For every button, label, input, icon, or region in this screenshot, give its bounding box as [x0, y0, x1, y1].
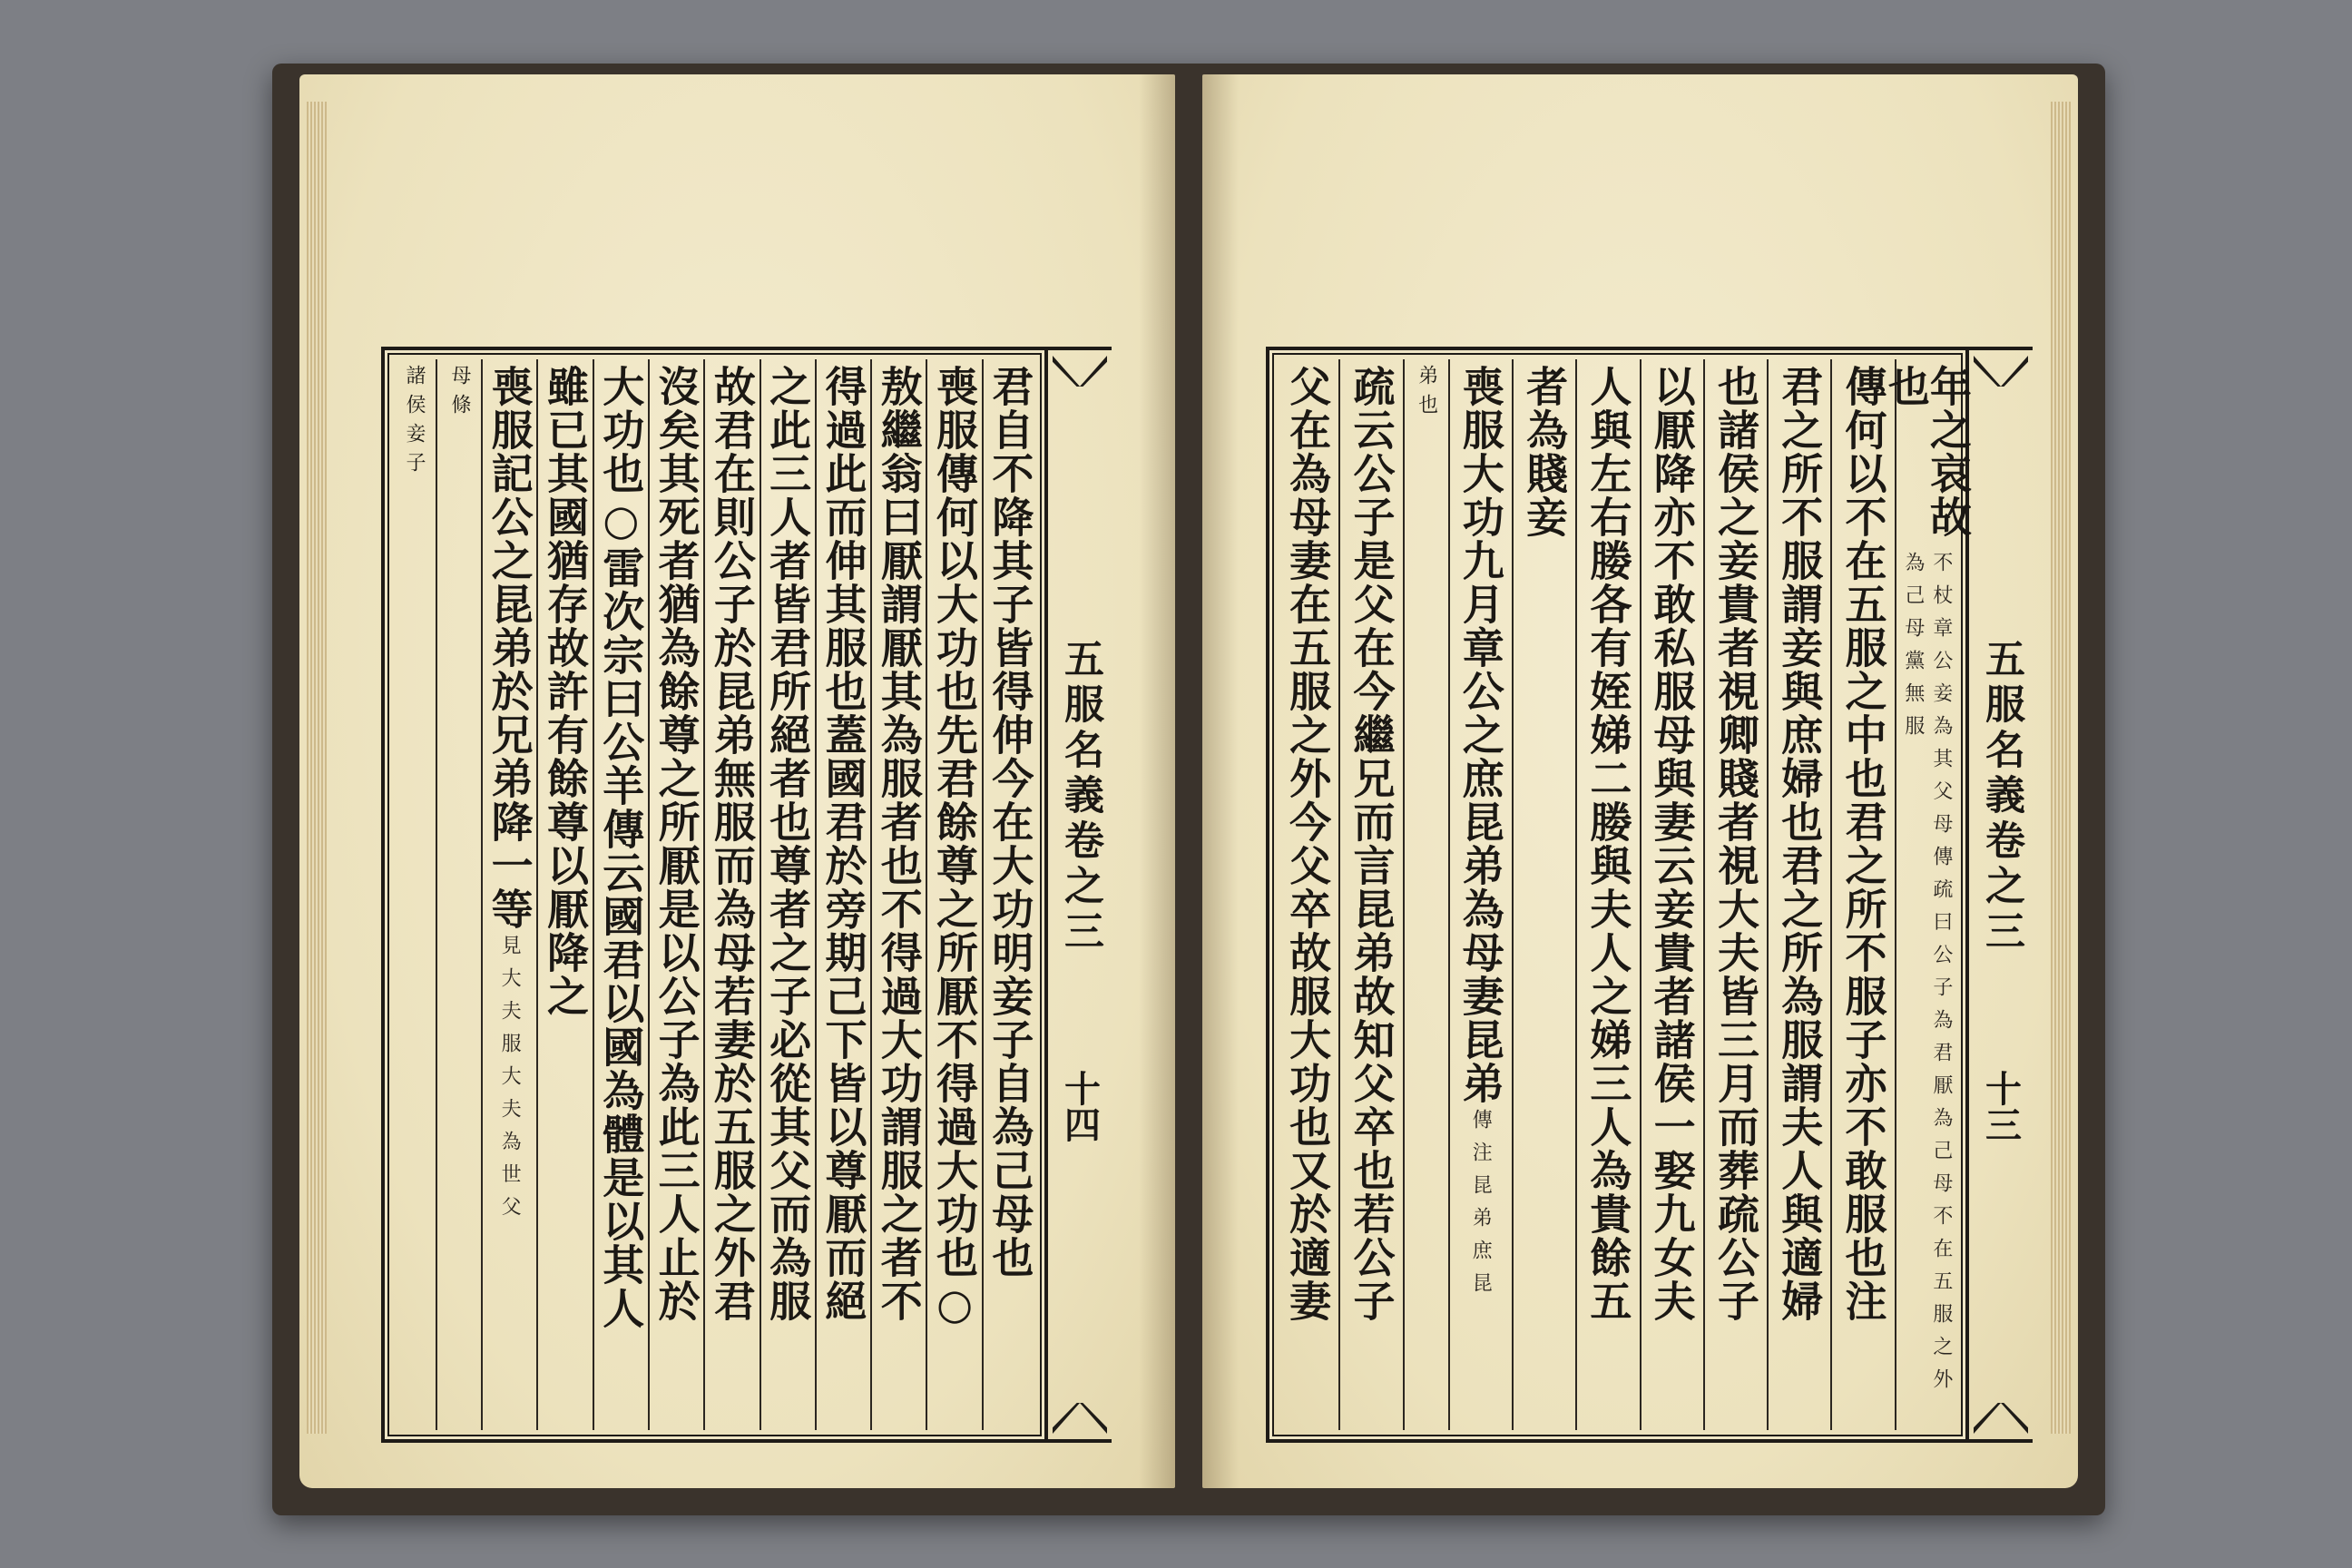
text-columns	[1277, 359, 1973, 1430]
text-column	[1448, 359, 1512, 1430]
column-text: 母條	[448, 365, 472, 423]
text-column	[870, 359, 926, 1430]
right-page	[1202, 74, 2078, 1488]
column-text: 者為賤妾	[1520, 365, 1570, 539]
text-column	[481, 359, 536, 1430]
column-text: 雖已其國猶存故許有餘尊以厭降之	[540, 365, 590, 1018]
text-column	[1767, 359, 1830, 1430]
annotation-text: 不杖章公妾為其父母傳疏曰公子為君厭為己母不在五服之外為己母黨無服	[1901, 551, 1953, 1401]
column-text: 喪服傳何以大功也先君餘尊之所厭不得過大功也○	[930, 365, 980, 1330]
text-column	[1640, 359, 1703, 1430]
gutter-shadow	[1202, 74, 1239, 1488]
text-column	[703, 359, 759, 1430]
fore-edge-margin	[1048, 347, 1112, 1443]
text-column	[1338, 359, 1402, 1430]
column-text: 弟也	[1415, 365, 1438, 423]
column-text: 敖繼翁曰厭謂厭其為服者也不得過大功謂服之者不	[874, 365, 924, 1323]
margin-title: 五服名義卷之三	[1057, 637, 1103, 956]
text-column	[926, 359, 981, 1430]
page-number: 十四	[1058, 1070, 1102, 1143]
column-text: 沒矣其死者猶為餘尊之所厭是以公子為此三人止於	[652, 365, 701, 1323]
column-text: 之此三人者皆君所絕者也尊者之子必從其父而為服	[763, 365, 813, 1323]
fishtail-mark-icon	[1974, 1403, 2028, 1434]
column-text: 傳何以不在五服之中也君之所不服子亦不敢服也注	[1838, 365, 1888, 1323]
text-columns	[392, 359, 1037, 1430]
text-column	[648, 359, 703, 1430]
fore-edge-margin	[1969, 347, 2033, 1443]
gutter-shadow	[1139, 74, 1175, 1488]
column-text: 人與左右媵各有姪娣二媵與夫人之娣三人為貴餘五	[1583, 365, 1633, 1323]
text-column	[392, 359, 436, 1430]
fishtail-mark-icon	[1974, 356, 2028, 387]
text-column	[982, 359, 1037, 1430]
text-column	[760, 359, 815, 1430]
page-number: 十三	[1979, 1070, 2023, 1143]
text-column	[536, 359, 592, 1430]
text-column	[815, 359, 870, 1430]
column-text: 父在為母妻在五服之外今父卒故服大功也又於適妻	[1283, 365, 1333, 1323]
column-text: 大功也○雷次宗曰公羊傳云國君以國為體是以其人	[596, 365, 646, 1330]
annotation-text: 傳注昆弟庶昆	[1469, 1109, 1493, 1305]
fishtail-mark-icon	[1053, 1403, 1107, 1434]
text-frame	[381, 347, 1048, 1443]
page-edge	[2051, 102, 2071, 1434]
column-text: 年之哀故也	[1881, 365, 1973, 539]
open-book	[272, 64, 2105, 1515]
text-column	[1703, 359, 1767, 1430]
text-column	[593, 359, 648, 1430]
text-column	[1403, 359, 1448, 1430]
column-text: 喪服大功九月章公之庶昆弟為母妻昆弟	[1455, 365, 1505, 1105]
column-text: 諸侯妾子	[403, 365, 426, 481]
column-text: 君自不降其子皆得伸今在大功明妾子自為己母也	[985, 365, 1035, 1279]
column-text: 故君在則公子於昆弟無服而為母若妻於五服之外君	[707, 365, 757, 1323]
column-text: 也諸侯之妾貴者視卿賤者視大夫皆三月而葬疏公子	[1710, 365, 1760, 1323]
text-column	[1575, 359, 1639, 1430]
column-text: 疏云公子是父在今繼兄而言昆弟故知父卒也若公子	[1347, 365, 1396, 1323]
left-page	[299, 74, 1175, 1488]
text-column	[1830, 359, 1894, 1430]
text-column	[1881, 359, 1973, 1430]
text-column	[1277, 359, 1338, 1430]
column-text: 喪服記公之昆弟於兄弟降一等	[485, 365, 534, 931]
text-column	[1512, 359, 1575, 1430]
margin-title: 五服名義卷之三	[1978, 637, 2024, 956]
page-edge	[307, 102, 327, 1434]
column-text: 以厭降亦不敢私服母與妻云妾貴者諸侯一娶九女夫	[1647, 365, 1697, 1323]
text-frame	[1266, 347, 1973, 1443]
column-text: 得過此而伸其服也蓋國君於旁期己下皆以尊厭而絕	[818, 365, 868, 1323]
text-column	[436, 359, 481, 1430]
column-text: 君之所不服謂妾與庶婦也君之所為服謂夫人與適婦	[1775, 365, 1825, 1323]
annotation-text: 見大夫服大夫為世父	[498, 935, 522, 1229]
fishtail-mark-icon	[1053, 356, 1107, 387]
